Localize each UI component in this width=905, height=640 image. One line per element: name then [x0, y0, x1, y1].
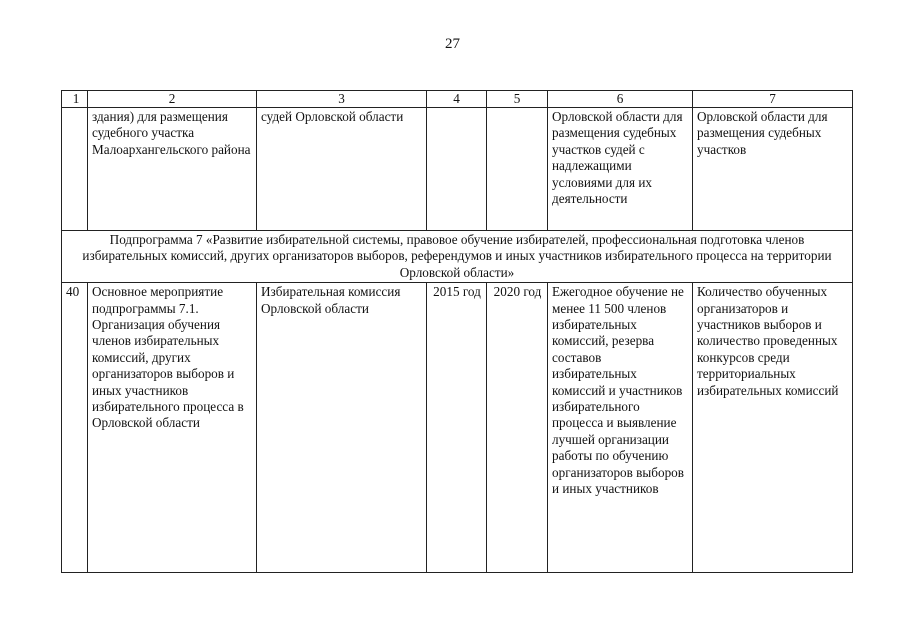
- end-year-cell: 2020 год: [487, 283, 548, 573]
- end-year-cell: [487, 108, 548, 231]
- column-number: 5: [487, 91, 548, 108]
- row-number-cell: [62, 108, 88, 231]
- indicator-cell: Количество обученных организаторов и участников выборов и количество проведенных конкурсов среди территориальных избирательных комиссий: [693, 283, 853, 573]
- column-number: 6: [548, 91, 693, 108]
- expected-result-cell: Ежегодное обучение не менее 11 500 членов избирательных комиссий, резерва составов избирательных комиссий и участников избирательного процесса и выявление лучшей организации работы по обучению организаторов выборов и иных участников: [548, 283, 693, 573]
- start-year-cell: [427, 108, 487, 231]
- column-number: 1: [62, 91, 88, 108]
- subprogram-row: [62, 231, 853, 283]
- column-number: 3: [257, 91, 427, 108]
- executor-cell: судей Орловской области: [257, 108, 427, 231]
- subprogram-title: Подпрограмма 7 «Развитие избирательной системы, правовое обучение избирателей, профессиональная подготовка членов избирательных комиссий, других организаторов выборов, референдумов и иных участников избирательного процесса на территории Орловской области»: [62, 231, 853, 283]
- measure-name-cell: здания) для размещения судебного участка Малоархангельского района: [88, 108, 257, 231]
- row-number-cell: 40: [62, 283, 88, 573]
- table-row: [62, 108, 853, 231]
- executor-cell: Избирательная комиссия Орловской области: [257, 283, 427, 573]
- start-year-cell: 2015 год: [427, 283, 487, 573]
- column-number: 2: [88, 91, 257, 108]
- page-number: 27: [445, 36, 460, 52]
- expected-result-cell: Орловской области для размещения судебных участков судей с надлежащими условиями для их деятельности: [548, 108, 693, 231]
- table-row: [62, 283, 853, 573]
- measures-table: [61, 90, 853, 573]
- column-number: 7: [693, 91, 853, 108]
- indicator-cell: Орловской области для размещения судебных участков: [693, 108, 853, 231]
- column-number-row: [62, 91, 853, 108]
- column-number: 4: [427, 91, 487, 108]
- measure-name-cell: Основное мероприятие подпрограммы 7.1. Организация обучения членов избирательных комиссий, других организаторов выборов и иных участников избирательного процесса в Орловской области: [88, 283, 257, 573]
